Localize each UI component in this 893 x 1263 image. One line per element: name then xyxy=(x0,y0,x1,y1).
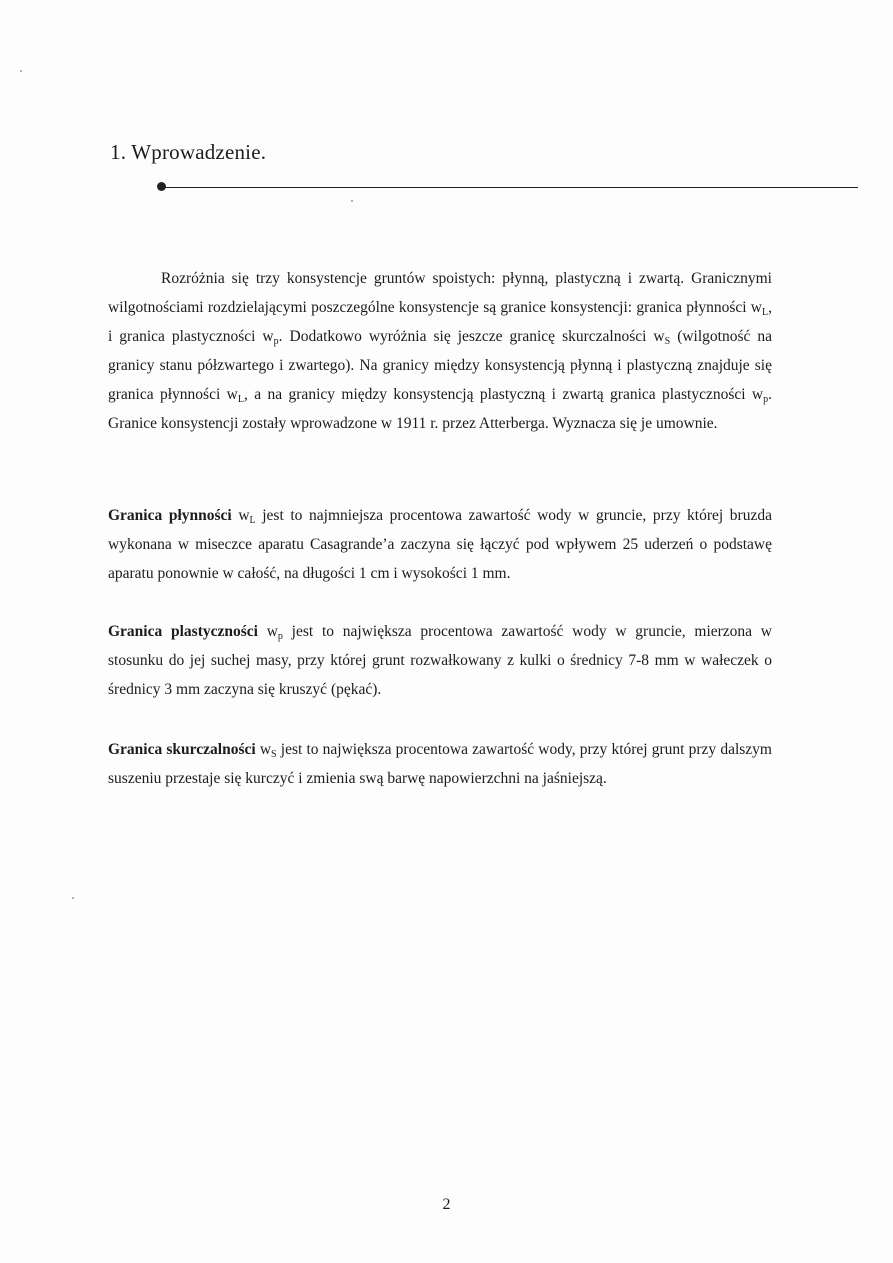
section-heading: 1. Wprowadzenie. xyxy=(110,140,267,164)
liquid-limit-term: Granica płynności xyxy=(108,507,232,524)
liquid-limit-paragraph: Granica płynności $w_L$ jest to najmniejsza procentowa zawartość wody w gruncie, przy której bruzda wykonana w miseczce aparatu Casagrande’a zaczyna się łączyć pod wpływem 25 uderzeń o podstawę aparatu ponownie w całość, na długości 1 cm i wysokości 1 mm. xyxy=(108,507,772,582)
shrinkage-limit-term: Granica skurczalności xyxy=(108,741,256,758)
heading-rule xyxy=(162,187,858,188)
scan-speck xyxy=(20,70,22,72)
intro-paragraph: Rozróżnia się trzy konsystencje gruntów spoistych: płynną, plastyczną i zwartą. Granicznymi wilgotnościami rozdzielającymi poszczególne konsystencje są granice konsystencji: granica płynności $w_L$, i granica plastyczności $w_p$. Dodatkowo wyróżnia się jeszcze granicę skurczalności $w_S$ (wilgotność na granicy stanu półzwartego i zwartego). Na granicy między konsystencją płynną i plastyczną znajduje się granica płynności $w_L$, a na granicy między konsystencją plastyczną i zwartą granica plastyczności $w_p$. Granice konsystencji zostały wprowadzone w 1911 r. przez Atterberga. Wyznacza się je umownie. xyxy=(108,270,773,432)
scan-speck xyxy=(72,897,74,899)
plastic-limit-paragraph: Granica plastyczności $w_p$ jest to największa procentowa zawartość wody w gruncie, mierzona w stosunku do jej suchej masy, przy której grunt rozwałkowany z kulki o średnicy 7-8 mm w wałeczek o średnicy 3 mm zaczyna się kruszyć (pękać). xyxy=(108,623,772,698)
shrinkage-limit-paragraph: Granica skurczalności $w_S$ jest to największa procentowa zawartość wody, przy której grunt przy dalszym suszeniu przestaje się kurczyć i zmienia swą barwę napowierzchni na jaśniejszą. xyxy=(108,741,772,787)
scan-speck xyxy=(351,200,353,202)
plastic-limit-term: Granica plastyczności xyxy=(108,623,258,640)
page-number: 2 xyxy=(442,1196,451,1213)
